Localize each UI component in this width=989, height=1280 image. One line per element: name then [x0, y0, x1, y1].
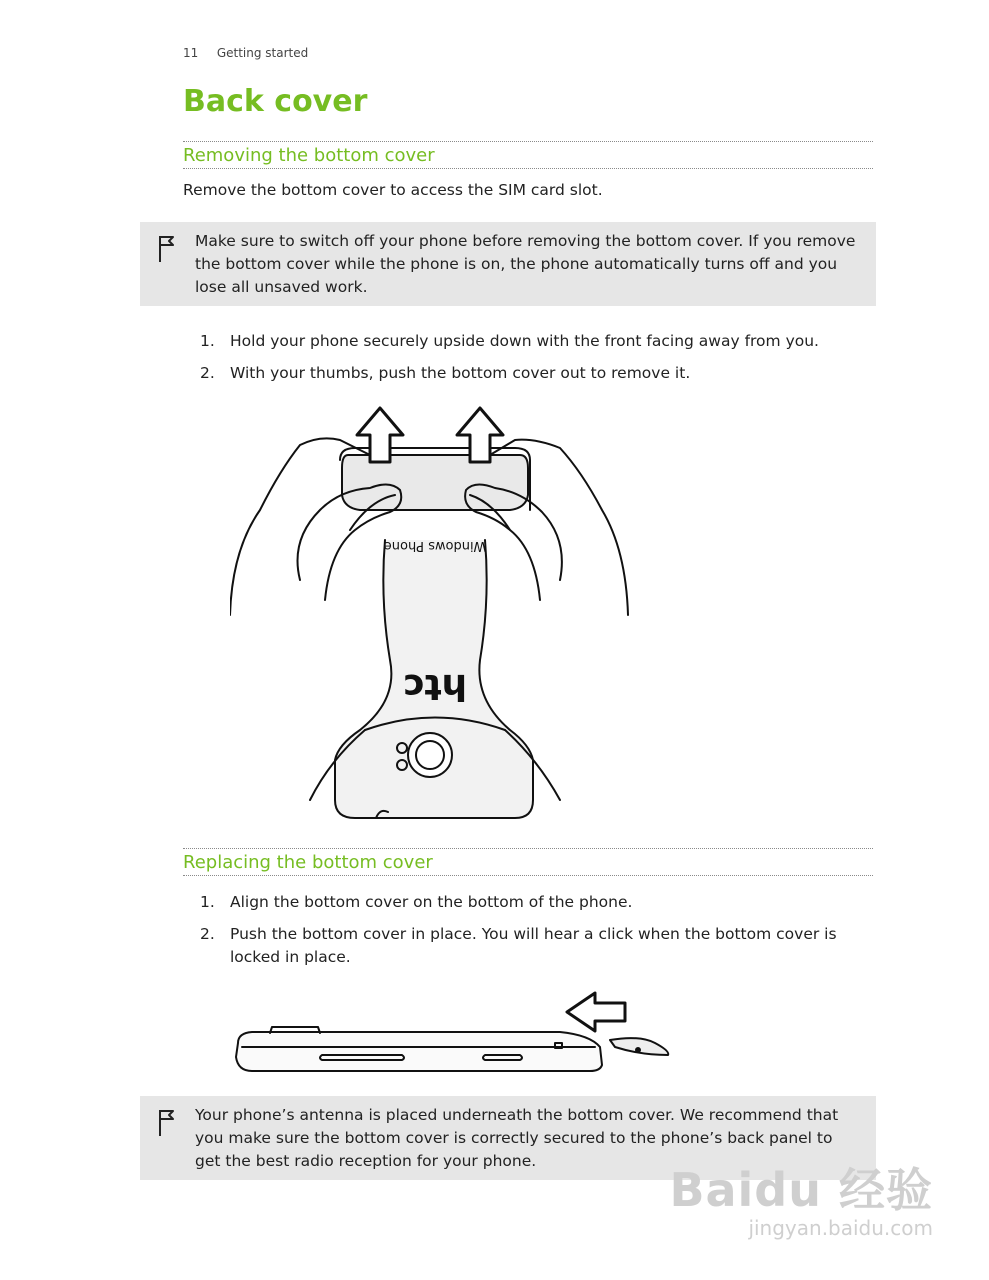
list-item — [200, 362, 870, 385]
flag-icon — [156, 1108, 176, 1138]
section-heading-replacing: Replacing the bottom cover — [183, 848, 873, 876]
removing-steps-list — [200, 330, 870, 394]
list-item — [200, 330, 870, 353]
watermark-brand: Baidu 经验 — [669, 1163, 933, 1217]
step-text: Push the bottom cover in place. You will hear a click when the bottom cover is locked in place. — [230, 925, 837, 966]
note-box-power-off — [140, 222, 876, 306]
replacing-steps-list — [200, 891, 870, 978]
step-number: 2. — [200, 364, 215, 382]
step-number: 1. — [200, 893, 215, 911]
note-text-antenna: Your phone’s antenna is placed underneath the bottom cover. We recommend that you make sure the bottom cover is correctly secured to the phone’s back panel to get the best radio reception for your phone. — [195, 1106, 839, 1170]
step-text: With your thumbs, push the bottom cover out to remove it. — [230, 364, 691, 382]
step-number: 1. — [200, 332, 215, 350]
page-number: 11 — [183, 46, 199, 60]
step-number: 2. — [200, 925, 215, 943]
replace-cover-illustration — [230, 985, 675, 1077]
list-item — [200, 923, 870, 969]
cover-brand-label: htc — [402, 666, 468, 707]
flag-icon — [156, 234, 176, 264]
step-text: Hold your phone securely upside down with the front facing away from you. — [230, 332, 819, 350]
remove-cover-illustration — [230, 400, 640, 825]
list-item — [200, 891, 870, 914]
step-text: Align the bottom cover on the bottom of the phone. — [230, 893, 633, 911]
watermark-url: jingyan.baidu.com — [748, 1216, 933, 1240]
page-header — [183, 46, 308, 60]
page-title: Back cover — [183, 84, 368, 119]
cover-os-label: Windows Phone — [383, 538, 487, 553]
baidu-watermark — [669, 1154, 933, 1240]
section-heading-removing: Removing the bottom cover — [183, 141, 873, 169]
note-text-power-off: Make sure to switch off your phone before removing the bottom cover. If you remove the bottom cover while the phone is on, the phone automatically turns off and you lose all unsaved work. — [195, 232, 856, 296]
chapter-name: Getting started — [216, 46, 309, 60]
removing-intro: Remove the bottom cover to access the SIM card slot. — [183, 181, 603, 199]
